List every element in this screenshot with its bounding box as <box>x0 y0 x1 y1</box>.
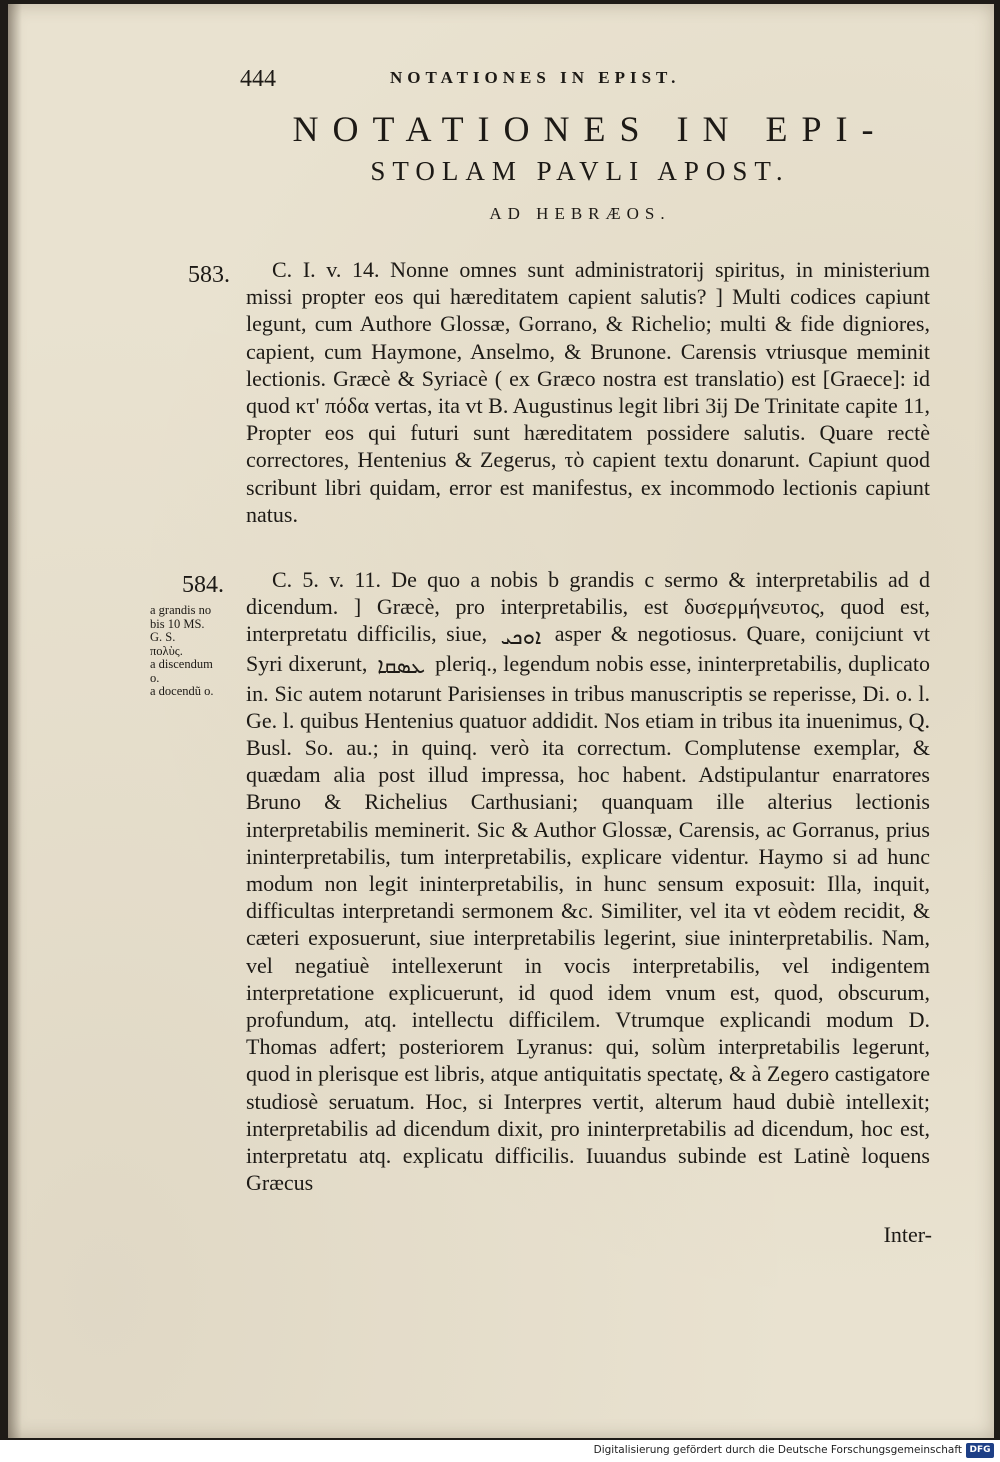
gutter-shadow <box>8 4 22 1438</box>
margin-notes <box>150 604 242 699</box>
margin-note-line: bis 10 MS. <box>150 616 205 631</box>
margin-note-line: a grandis no <box>150 603 212 617</box>
note-584-body-c: pleriq., legendum nobis esse, ininterpretabilis, duplicato in. Sic autem notarunt Parisienses in tribus manuscriptis se reperisse, Di. o. l. Ge. l. quibus Hentenius quatuor addidit. Nos etiam in tribus ita inuenimus, Q. Busl. So. au.; in quinq. verò ita correctum. Complutense exemplar, & quædam alia post illud impressa, hoc habent. Adstipulantur enarratores Bruno & Richelius Carthusiani; quanquam ille alterius lectionis interpretabilis meminerit. Sic & Author Glossæ, Carensis, ac Gorranus, prius ininterpretabilis, tum interpretabilis, explicare videntur. Haymo si ad hunc modum non legit ininterpretabilis, in hunc sensum exposuit: Illa, inquit, difficultas interpretandi sermonem &c. Similiter, vel ita vt eòdem recidit, & cæteri exposuerunt, siue interpretabilis legerint, siue ininterpretabilis. Nam, vel negatiuè intellexerunt in vocis interpretabilis, vel indigentem interpretatione explicuerunt, id quod idem vnum est, quod, obscurum, profundum, atq. intellectu difficilem. Vtrumque explicandi modum D. Thomas adfert; posteriorem Lyranus: qui, solùm interpretabilis legerunt, quod in plerisque est libris, atque antiquitatis spectatę, & à Zegero castigatore studiosè seruatum. Hoc, si Interpres vertit, alterum haud dubiè intellexit; interpretabilis ad dicendum dixit, pro ininterpretabilis ad dicendum, hoc est, interpretatu atq. explicatu difficilis. Iuuandus subinde est Latinè loquens Græcus <box>246 650 931 1196</box>
catchword: Inter- <box>883 1222 932 1247</box>
syriac-glyph-large: ܥܣܩܐ <box>377 653 426 679</box>
margin-note-line: G. S. <box>150 630 176 644</box>
syriac-glyph-small: ܐܘܟܝ <box>500 623 542 649</box>
note-583-body: C. I. v. 14. Nonne omnes sunt administratorij spiritus, in ministerium missi propter eos qui hæreditatem capient salutis? ] Multi codices capiunt legunt, cum Authore Glossæ, Gorrano, & Richelio; multi & fide digniores, capient, cum Haymone, Anselmo, & Brunone. Carensis vtriusque meminit lectionis. Græcè & Syriacè ( ex Græco nostra est translatio) est [Graece]: id quod κτ' πόδα vertas, ita vt B. Augustinus legit libri 3ij De Trinitate capite 11, Propter eos qui futuri sunt hæreditatem possidere salutis. Quare rectè correctores, Hentenius & Zegerus, τὸ capient textu donarunt. Capiunt quod scribunt libri quidam, error est manifestus, ex incommodo lectionis capiunt natus. <box>246 257 930 527</box>
note-584-body-a: C. 5. v. 11. De quo a nobis b grandis c sermo & interpretabilis ad d dicendum. ] Græcè, pro interpretabilis, est δυσερμήνευτος, quod est, interpretatu difficilis, siue, <box>246 567 930 647</box>
footer-bar <box>0 1440 1000 1462</box>
margin-note-line: a discendum <box>150 657 213 671</box>
margin-note-line: o. <box>150 670 160 685</box>
title-line-2: STOLAM PAVLI APOST. <box>370 156 790 186</box>
dfg-logo-icon: DFG <box>966 1443 994 1458</box>
note-584-body-b: asper & negotiosus. Quare, conijciunt vt Syri dixerunt, <box>246 621 930 676</box>
funding-credit: Digitalisierung gefördert durch die Deutsche Forschungsgemeinschaft <box>593 1444 962 1456</box>
running-title: NOTATIONES IN EPIST. <box>390 68 681 87</box>
note-584-text <box>246 566 930 1196</box>
page-number: 444 <box>240 66 276 92</box>
running-head <box>240 66 810 100</box>
note-number-583: 583. <box>188 262 230 288</box>
note-583-text <box>246 256 930 528</box>
note-number-584: 584. <box>182 572 224 598</box>
margin-note-line: πολὺς. <box>150 643 183 658</box>
title-line-1: NOTATIONES IN EPI- <box>292 109 888 149</box>
margin-note-line: a docendũ o. <box>150 684 214 698</box>
title-line-3: AD HEBRÆOS. <box>489 204 671 223</box>
